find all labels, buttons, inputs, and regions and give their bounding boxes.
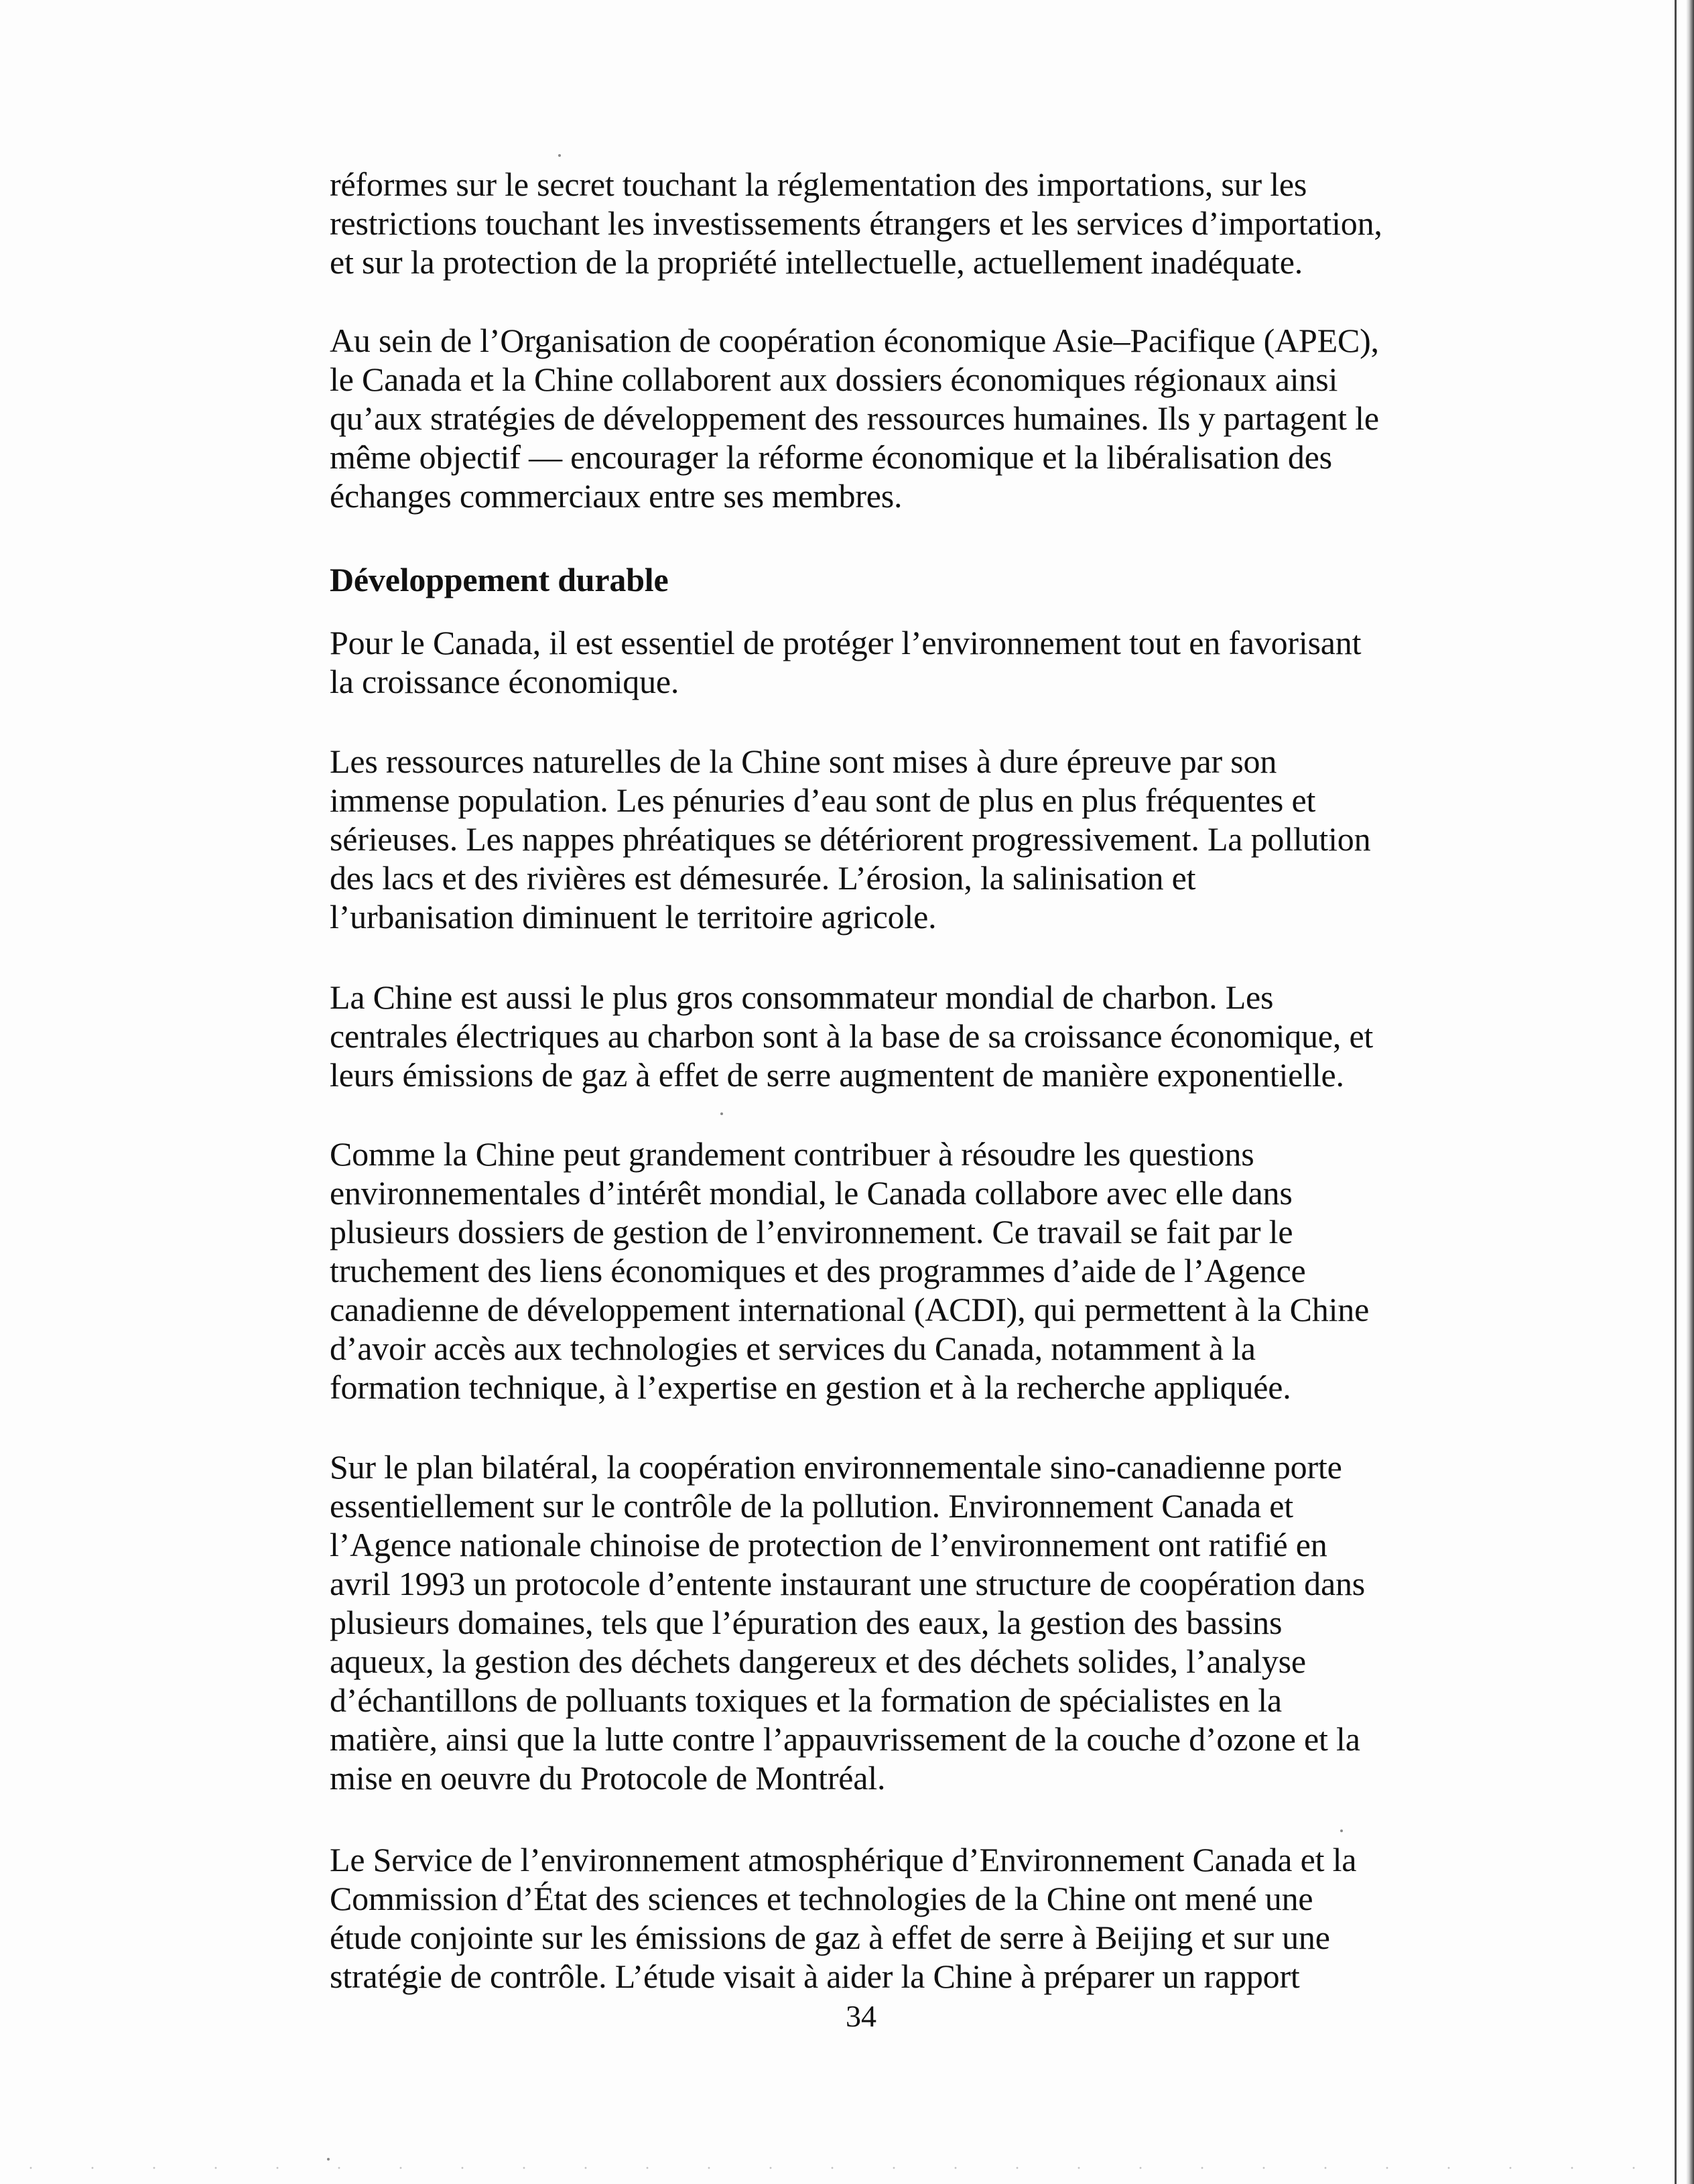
scan-bottom-artifacts bbox=[0, 2166, 1694, 2170]
scan-speck bbox=[558, 154, 561, 157]
paragraph-text: Pour le Canada, il est essentiel de protéger l’environnement tout en favorisant la croissance économique. bbox=[330, 624, 1362, 700]
scan-speck bbox=[720, 1112, 723, 1115]
paragraph-import-reforms bbox=[330, 165, 1442, 281]
paragraph-text: Le Service de l’environnement atmosphérique d’Environnement Canada et la Commission d’État des sciences et technologies de la Chine ont mené une étude conjointe sur les émissions de gaz à effet de serre à Beijing et sur une stratégie de contrôle. L’étude visait à aider la Chine à préparer un rapport bbox=[330, 1841, 1357, 1995]
scan-speck bbox=[327, 2158, 330, 2161]
paragraph-environment-priority bbox=[330, 623, 1442, 701]
paragraph-text: Comme la Chine peut grandement contribuer à résoudre les questions environnementales d’intérêt mondial, le Canada collabore avec elle dans plusieurs dossiers de gestion de l’environnement. Ce travail se fait par le truchement des liens économiques et des programmes d’aide de l’Agence canadienne de développement international (ACDI), qui permettent à la Chine d’avoir accès aux technologies et services du Canada, notamment à la formation technique, à l’expertise en gestion et à la recherche appliquée. bbox=[330, 1135, 1370, 1406]
scan-right-edge bbox=[1686, 0, 1694, 2184]
paragraph-text: Au sein de l’Organisation de coopération économique Asie–Pacifique (APEC), le Canada et la Chine collaborent aux dossiers économiques régionaux ainsi qu’aux stratégies de développement des ressources humaines. Ils y partagent le même objectif — encourager la réforme économique et la libéralisation des échanges commerciaux entre ses membres. bbox=[330, 322, 1379, 515]
paragraph-cooperation-acdi bbox=[330, 1135, 1442, 1407]
paragraph-bilateral-cooperation bbox=[330, 1448, 1442, 1797]
paragraph-text: Sur le plan bilatéral, la coopération environnementale sino-canadienne porte essentiellement sur le contrôle de la pollution. Environnement Canada et l’Agence nationale chinoise de protection de l’environnement ont ratifié en avril 1993 un protocole d’entente instaurant une structure de coopération dans plusieurs domaines, tels que l’épuration des eaux, la gestion des bassins aqueux, la gestion des déchets dangereux et des déchets solides, l’analyse d’échantillons de polluants toxiques et la formation de spécialistes en la matière, ainsi que la lutte contre l’appauvrissement de la couche d’ozone et la mise en oeuvre du Protocole de Montréal. bbox=[330, 1448, 1365, 1797]
paragraph-text: La Chine est aussi le plus gros consommateur mondial de charbon. Les centrales électriques au charbon sont à la base de sa croissance économique, et leurs émissions de gaz à effet de serre augmentent de manière exponentielle. bbox=[330, 978, 1374, 1094]
section-heading: Développement durable bbox=[330, 561, 669, 598]
paragraph-natural-resources bbox=[330, 742, 1442, 936]
page-number: 34 bbox=[846, 1999, 876, 2033]
paragraph-text: Les ressources naturelles de la Chine sont mises à dure épreuve par son immense population. Les pénuries d’eau sont de plus en plus fréquentes et sérieuses. Les nappes phréatiques se détériorent progressivement. La pollution des lacs et des rivières est démesurée. L’érosion, la salinisation et l’urbanisation diminuent le territoire agricole. bbox=[330, 743, 1371, 936]
paragraph-coal-consumption bbox=[330, 978, 1442, 1094]
paragraph-text: réformes sur le secret touchant la réglementation des importations, sur les restrictions touchant les investissements étrangers et les services d’importation, et sur la protection de la propriété intellectuelle, actuellement inadéquate. bbox=[330, 166, 1382, 281]
scan-edge-line bbox=[1675, 0, 1677, 2184]
paragraph-apec bbox=[330, 321, 1442, 515]
scan-speck bbox=[1340, 1829, 1343, 1832]
paragraph-atmospheric-service bbox=[330, 1840, 1442, 1996]
section-heading-sustainable-development bbox=[330, 560, 1442, 599]
